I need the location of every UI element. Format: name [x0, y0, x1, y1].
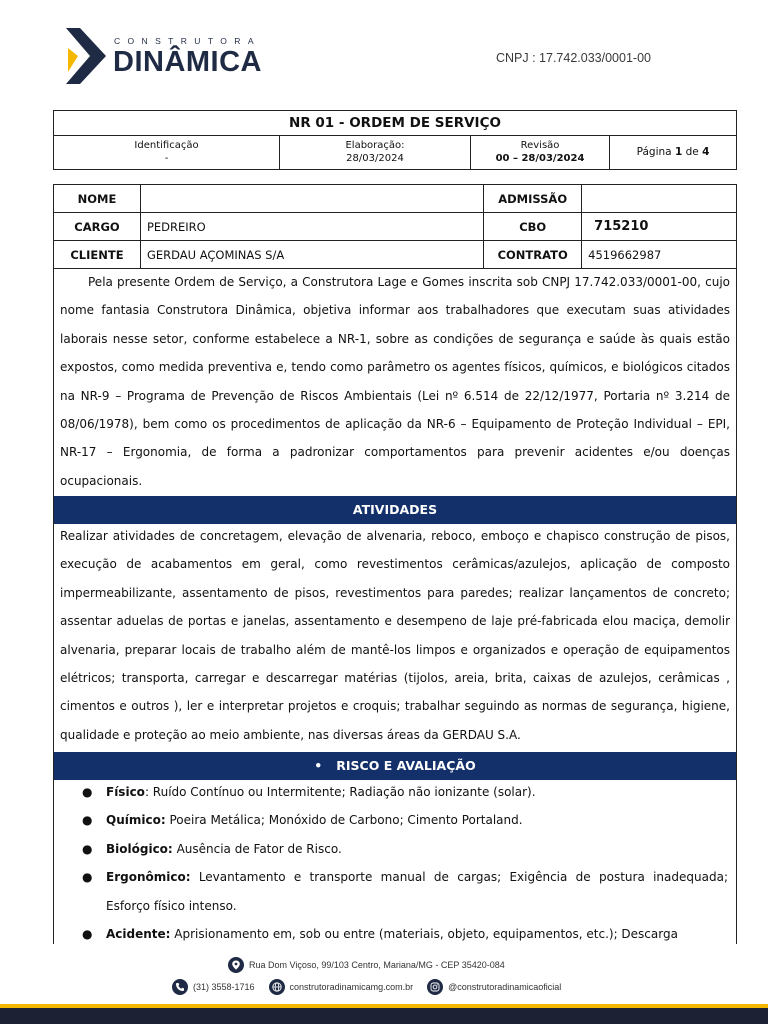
list-item	[54, 835, 736, 863]
risk-term: Acidente:	[106, 927, 171, 942]
contrato-label: CONTRATO	[484, 241, 582, 269]
company-logo	[66, 28, 296, 84]
phone-text: (31) 3558-1716	[193, 982, 255, 992]
risk-term: Químico:	[106, 813, 166, 828]
identificacao-label: Identificação	[134, 140, 199, 151]
table-row	[54, 185, 737, 213]
list-item	[54, 863, 736, 920]
risk-desc: Levantamento e transporte manual de cargas; Exigência de postura inadequada; Esforço físico intenso.	[106, 870, 728, 913]
meta-pagina	[610, 136, 736, 169]
page-footer	[0, 950, 768, 1024]
website-text[interactable]: construtoradinamicamg.com.br	[289, 982, 414, 992]
footer-navy-band	[0, 1008, 768, 1024]
list-item	[54, 778, 736, 806]
cbo-value: 715210	[582, 213, 737, 241]
cbo-label: CBO	[484, 213, 582, 241]
footer-address	[228, 957, 505, 973]
footer-instagram[interactable]	[427, 979, 561, 995]
risk-desc: Poeira Metálica; Monóxido de Carbono; Cimento Portaland.	[169, 813, 523, 828]
bullet-icon: ●	[82, 927, 93, 942]
risk-term: Biológico:	[106, 841, 173, 856]
pagina-current: 1	[674, 146, 683, 158]
footer-contacts	[172, 979, 575, 995]
bullet-icon: •	[314, 758, 323, 773]
pagina-prefix: Página	[636, 146, 672, 158]
risk-desc: Ruído Contínuo ou Intermitente; Radiação não ionizante (solar).	[152, 785, 536, 799]
logo-title: DINÂMICA	[113, 46, 262, 78]
admissao-label: ADMISSÃO	[484, 185, 582, 213]
pagina-total: 4	[702, 146, 710, 158]
footer-website[interactable]	[269, 979, 414, 995]
location-pin-icon	[228, 957, 244, 973]
meta-elaboracao	[280, 136, 471, 169]
bullet-icon: ●	[82, 785, 93, 799]
document-title: NR 01 - ORDEM DE SERVIÇO	[54, 111, 736, 136]
riscos-heading-bar	[54, 752, 736, 780]
table-row	[54, 213, 737, 241]
identificacao-value: -	[164, 153, 169, 164]
cliente-value: GERDAU AÇOMINAS S/A	[140, 241, 483, 269]
phone-icon	[172, 979, 188, 995]
risk-sep	[191, 870, 199, 884]
revisao-label: Revisão	[520, 140, 560, 151]
bullet-icon: ●	[82, 870, 93, 885]
risk-term: Ergonômico:	[106, 870, 191, 885]
footer-phone	[172, 979, 255, 995]
atividades-paragraph: Realizar atividades de concretagem, elevação de alvenaria, reboco, emboço e chapisco construção de pisos, execução de acabamentos em geral, como revestimentos cerâmicas/azulejos, aplicação de composto impermeabilizante, assentamento de pisos, revestimentos para paredes; realizar lançamentos de concreto; assentar aduelas de portas e janelas, assentamento e desempeno de laje pré-fabricada elou maciça, demolir alvenaria, preparar locais de trabalho além de mantê-los limpos e organizados e operação de equipamentos elétricos; transporta, carregar e descarregar matérias (tijolos, areia, brita, caixas de azulejos, cerâmicas , cimentos e outros ), ler e interpretar projetos e croquis; trabalhar seguindo as normas de segurança, higiene, qualidade e proteção ao meio ambiente, nas diversas áreas da GERDAU S.A.	[60, 529, 730, 742]
bullet-icon: ●	[82, 813, 93, 828]
riscos-heading: RISCO E AVALIAÇÃO	[336, 758, 476, 773]
list-item	[54, 920, 736, 948]
cargo-value: PEDREIRO	[140, 213, 483, 241]
document-meta-row	[54, 136, 736, 169]
risk-term: Físico	[106, 785, 145, 799]
contrato-value: 4519662987	[582, 241, 737, 269]
risk-sep: :	[144, 785, 153, 799]
cargo-label: CARGO	[54, 213, 141, 241]
risk-desc: Ausência de Fator de Risco.	[176, 841, 342, 856]
instagram-icon	[427, 979, 443, 995]
globe-icon	[269, 979, 285, 995]
admissao-value	[582, 185, 737, 213]
meta-revisao	[471, 136, 610, 169]
risk-desc: Aprisionamento em, sob ou entre (materiais, objeto, equipamentos, etc.); Descarga	[174, 927, 678, 942]
risk-list	[54, 778, 736, 948]
document-body	[53, 268, 737, 944]
page-header	[0, 0, 768, 100]
logo-chevron-icon	[66, 28, 106, 84]
cliente-label: CLIENTE	[54, 241, 141, 269]
nome-label: NOME	[54, 185, 141, 213]
header-cnpj: CNPJ : 17.742.033/0001-00	[496, 51, 651, 65]
table-row	[54, 241, 737, 269]
elaboracao-value: 28/03/2024	[346, 153, 404, 164]
pagina-de: de	[685, 146, 699, 158]
atividades-heading: ATIVIDADES	[54, 496, 736, 524]
revisao-value: 00 – 28/03/2024	[495, 153, 585, 164]
address-text: Rua Dom Viçoso, 99/103 Centro, Mariana/MG - CEP 35420-084	[249, 960, 505, 970]
instagram-text[interactable]: @construtoradinamicaoficial	[448, 982, 562, 992]
elaboracao-label: Elaboração:	[345, 140, 405, 151]
intro-paragraph: Pela presente Ordem de Serviço, a Construtora Lage e Gomes inscrita sob CNPJ 17.742.033/0001-00, cujo nome fantasia Construtora Dinâmica, objetiva informar aos trabalhadores que executam suas atividades laborais nesse setor, conforme estabelece a NR-1, sobre as condições de segurança e saúde às quais estão expostos, como medida preventiva e, tendo como parâmetro os agentes físicos, químicos, e biológicos citados na NR-9 – Programa de Prevenção de Riscos Ambientais (Lei nº 6.514 de 22/12/1977, Portaria nº 3.214 de 08/06/1978), bem como os procedimentos de aplicação da NR-6 – Equipamento de Proteção Individual – EPI, NR-17 – Ergonomia, de forma a padronizar comportamentos para prevenir acidentes e/ou doenças ocupacionais.	[60, 275, 730, 488]
bullet-icon: ●	[82, 841, 93, 856]
list-item	[54, 806, 736, 834]
nome-value	[140, 185, 483, 213]
employee-info-table	[53, 184, 737, 269]
meta-identificacao	[54, 136, 280, 169]
logo-subtitle: CONSTRUTORA	[114, 36, 261, 46]
document-title-table	[53, 110, 737, 170]
